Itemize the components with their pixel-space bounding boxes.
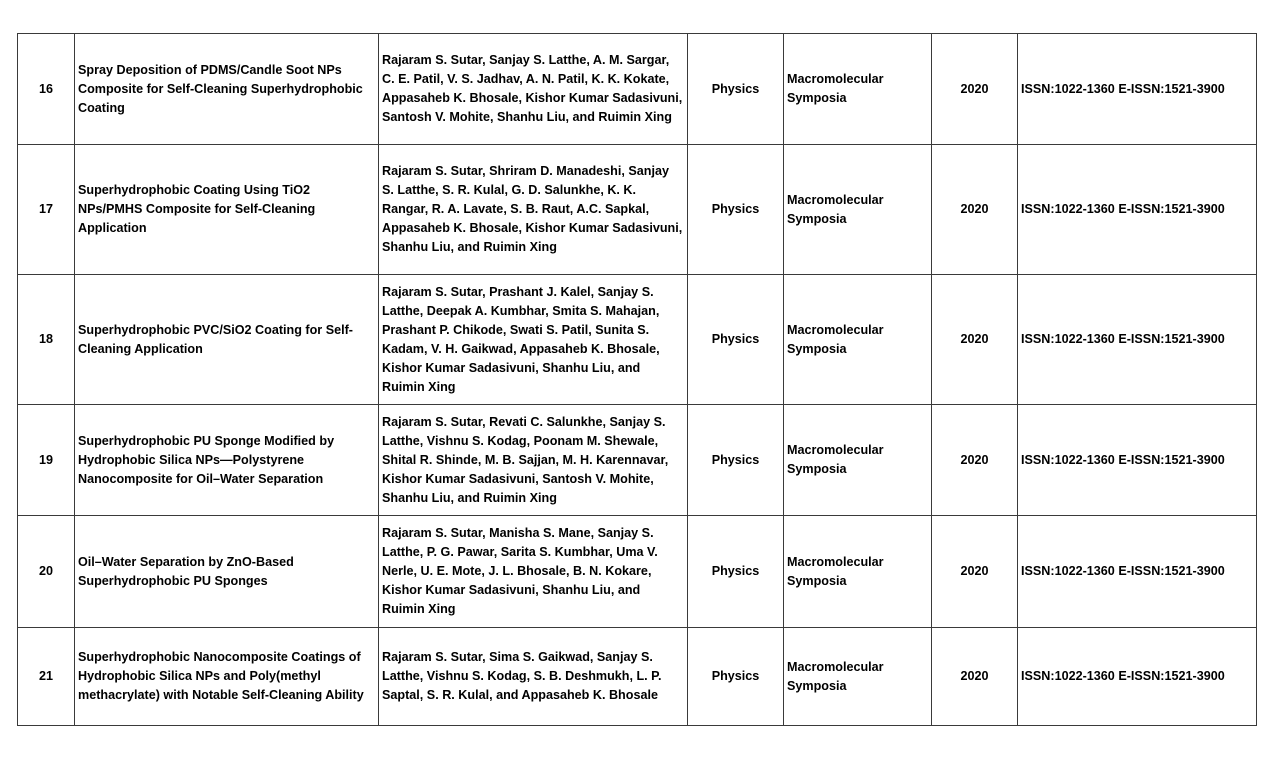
paper-title-cell: Spray Deposition of PDMS/Candle Soot NPs Composite for Self-Cleaning Superhydrophobic Coating (75, 34, 379, 145)
year-cell: 2020 (932, 405, 1018, 516)
department-cell: Physics (688, 516, 784, 628)
journal-cell: Macromolecular Symposia (784, 145, 932, 275)
table-row (18, 34, 1257, 145)
authors-cell: Rajaram S. Sutar, Prashant J. Kalel, Sanjay S. Latthe, Deepak A. Kumbhar, Smita S. Mahajan, Prashant P. Chikode, Swati S. Patil, Sunita S. Kadam, V. H. Gaikwad, Appasaheb K. Bhosale, Kishor Kumar Sadasivuni, Shanhu Liu, and Ruimin Xing (379, 275, 688, 405)
issn-cell: ISSN:1022-1360 E-ISSN:1521-3900 (1018, 145, 1257, 275)
journal-cell: Macromolecular Symposia (784, 516, 932, 628)
table-row (18, 516, 1257, 628)
authors-cell: Rajaram S. Sutar, Revati C. Salunkhe, Sanjay S. Latthe, Vishnu S. Kodag, Poonam M. Shewale, Shital R. Shinde, M. B. Sajjan, M. H. Karennavar, Kishor Kumar Sadasivuni, Santosh V. Mohite, Shanhu Liu, and Ruimin Xing (379, 405, 688, 516)
year-cell: 2020 (932, 275, 1018, 405)
authors-cell: Rajaram S. Sutar, Manisha S. Mane, Sanjay S. Latthe, P. G. Pawar, Sarita S. Kumbhar, Uma V. Nerle, U. E. Mote, J. L. Bhosale, B. N. Kokare, Kishor Kumar Sadasivuni, Shanhu Liu, and Ruimin Xing (379, 516, 688, 628)
year-cell: 2020 (932, 34, 1018, 145)
paper-title-cell: Superhydrophobic Nanocomposite Coatings of Hydrophobic Silica NPs and Poly(methyl methacrylate) with Notable Self-Cleaning Ability (75, 628, 379, 726)
authors-cell: Rajaram S. Sutar, Sanjay S. Latthe, A. M. Sargar, C. E. Patil, V. S. Jadhav, A. N. Patil, K. K. Kokate, Appasaheb K. Bhosale, Kishor Kumar Sadasivuni, Santosh V. Mohite, Shanhu Liu, and Ruimin Xing (379, 34, 688, 145)
table-row (18, 145, 1257, 275)
publications-table (17, 33, 1257, 726)
year-cell: 2020 (932, 516, 1018, 628)
journal-cell: Macromolecular Symposia (784, 34, 932, 145)
serial-number-cell: 16 (18, 34, 75, 145)
department-cell: Physics (688, 405, 784, 516)
paper-title-cell: Superhydrophobic Coating Using TiO2 NPs/PMHS Composite for Self-Cleaning Application (75, 145, 379, 275)
issn-cell: ISSN:1022-1360 E-ISSN:1521-3900 (1018, 628, 1257, 726)
serial-number-cell: 18 (18, 275, 75, 405)
journal-cell: Macromolecular Symposia (784, 405, 932, 516)
serial-number-cell: 17 (18, 145, 75, 275)
table-row (18, 275, 1257, 405)
authors-cell: Rajaram S. Sutar, Shriram D. Manadeshi, Sanjay S. Latthe, S. R. Kulal, G. D. Salunkhe, K. K. Rangar, R. A. Lavate, S. B. Raut, A.C. Sapkal, Appasaheb K. Bhosale, Kishor Kumar Sadasivuni, Shanhu Liu, and Ruimin Xing (379, 145, 688, 275)
paper-title-cell: Superhydrophobic PVC/SiO2 Coating for Self-Cleaning Application (75, 275, 379, 405)
serial-number-cell: 19 (18, 405, 75, 516)
journal-cell: Macromolecular Symposia (784, 275, 932, 405)
issn-cell: ISSN:1022-1360 E-ISSN:1521-3900 (1018, 516, 1257, 628)
department-cell: Physics (688, 275, 784, 405)
serial-number-cell: 20 (18, 516, 75, 628)
department-cell: Physics (688, 145, 784, 275)
year-cell: 2020 (932, 145, 1018, 275)
paper-title-cell: Oil–Water Separation by ZnO-Based Superhydrophobic PU Sponges (75, 516, 379, 628)
issn-cell: ISSN:1022-1360 E-ISSN:1521-3900 (1018, 405, 1257, 516)
table-row (18, 405, 1257, 516)
department-cell: Physics (688, 34, 784, 145)
year-cell: 2020 (932, 628, 1018, 726)
department-cell: Physics (688, 628, 784, 726)
journal-cell: Macromolecular Symposia (784, 628, 932, 726)
serial-number-cell: 21 (18, 628, 75, 726)
issn-cell: ISSN:1022-1360 E-ISSN:1521-3900 (1018, 275, 1257, 405)
paper-title-cell: Superhydrophobic PU Sponge Modified by Hydrophobic Silica NPs—Polystyrene Nanocomposite for Oil–Water Separation (75, 405, 379, 516)
table-row (18, 628, 1257, 726)
issn-cell: ISSN:1022-1360 E-ISSN:1521-3900 (1018, 34, 1257, 145)
authors-cell: Rajaram S. Sutar, Sima S. Gaikwad, Sanjay S. Latthe, Vishnu S. Kodag, S. B. Deshmukh, L. P. Saptal, S. R. Kulal, and Appasaheb K. Bhosale (379, 628, 688, 726)
